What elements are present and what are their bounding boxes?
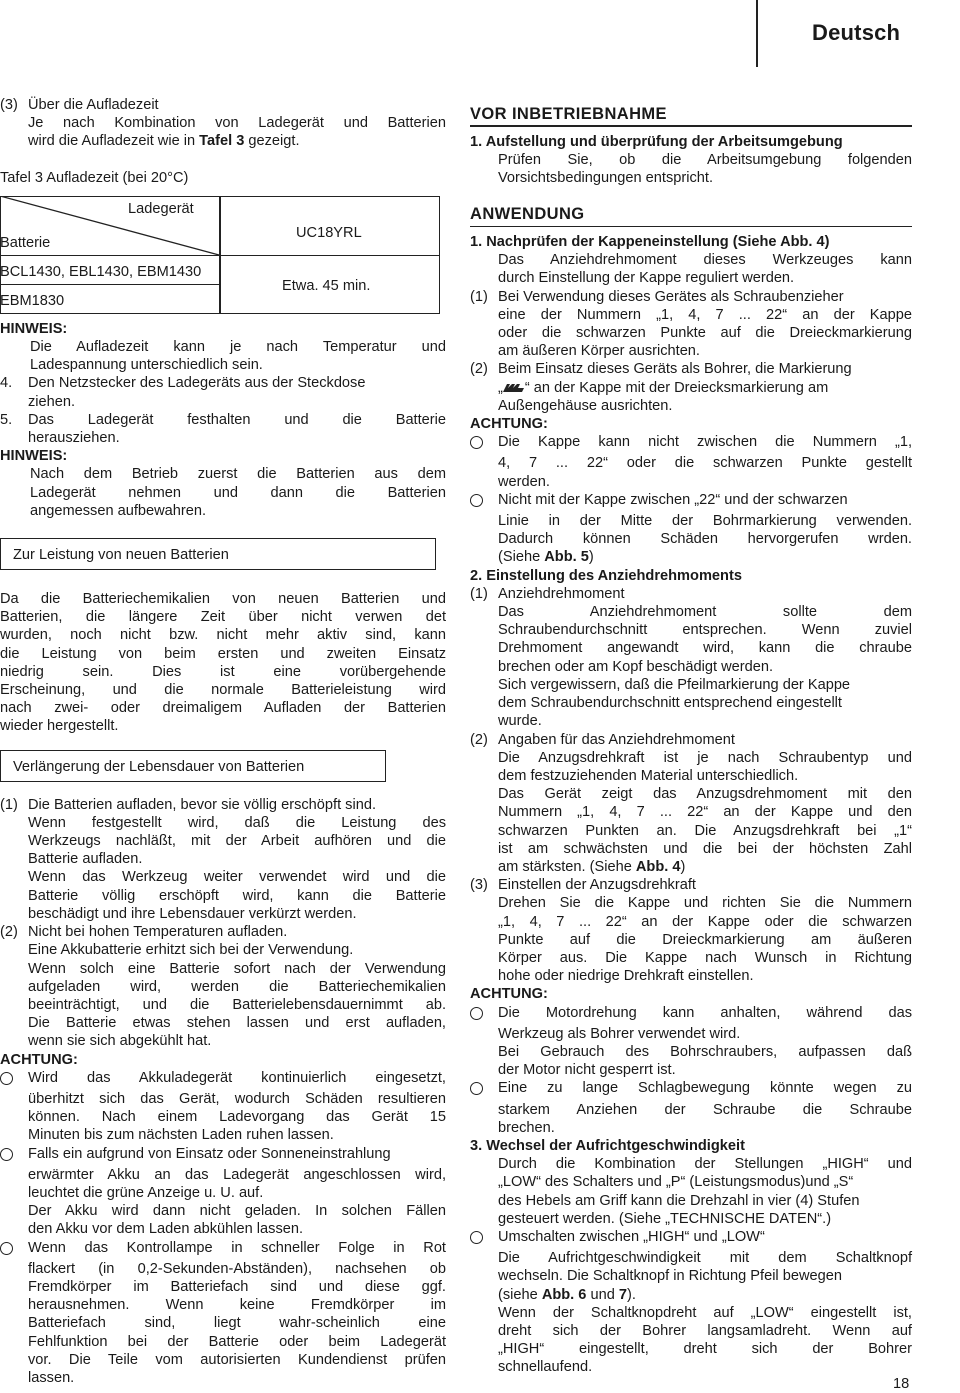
text-line: dem festzuziehenden Material unterschiedlich. (498, 767, 799, 784)
text-line: Die Kappe kann nicht zwischen die Nummern „1, (498, 434, 912, 451)
text-line: überhitzt sich das Gerät, wodurch Schäden resultieren (28, 1090, 446, 1107)
circle-bullet-icon (470, 436, 483, 449)
table-reference: Tafel 3 (199, 133, 245, 150)
text-line: Die Anzugsdrehkraft ist je nach Schraubentyp und (498, 749, 912, 766)
drill-mode-icon (503, 383, 525, 393)
text-line: „LOW“ des Schalters und „P“ (Leistungsmodus)und „S“ (498, 1174, 854, 1191)
text-line: Je nach Kombination von Ladegerät und Batterien (28, 115, 446, 132)
text-line: Das Gerät zeigt das Anzugsdrehmoment mit den (498, 786, 912, 803)
battery-life-item-1 (0, 796, 446, 923)
text-line: Ladegerät nehmen und dann die Batterien (30, 484, 446, 501)
text-line: brechen oder am Kopf beschädigt werden. (498, 658, 774, 675)
text-line: wird die Aufladezeit wie in (28, 133, 200, 150)
caution-label: ACHTUNG: (470, 416, 548, 433)
table-battery-row: BCL1430, EBL1430, EBM1430 (0, 263, 202, 280)
text-line: ). (627, 1286, 636, 1303)
step-4 (0, 374, 446, 410)
text-line: Schraubendurchschnitt entsprechen. Wenn zuviel (498, 622, 912, 639)
item-title: Aufstellung und überprüfung der Arbeitsumgebung (485, 133, 843, 150)
item-number: 4. (0, 375, 13, 392)
charging-time-section (0, 96, 446, 151)
text-line: Wenn das Werkzeug weiter verwendet wird und die (28, 869, 446, 886)
text-line: Wenn solch eine Batterie sofort nach der Verwendung (28, 960, 446, 977)
table-header-charger: Ladegerät (128, 200, 194, 217)
table-divider (0, 255, 440, 257)
table-header-battery: Batterie (0, 234, 51, 251)
page-number: 18 (893, 1376, 910, 1392)
text-line: lassen. (28, 1369, 75, 1386)
text-line: aufgeladen wird, werden die Batteriechemikalien (28, 978, 446, 995)
item-number: (1) (470, 288, 488, 305)
text-line: brechen. (498, 1119, 555, 1136)
application-step-2 (470, 567, 912, 986)
text-line: Drehmoment angewandt wird, kann die chraube (498, 640, 912, 657)
table-caption: Tafel 3 Aufladezeit (bei 20°C) (0, 169, 189, 186)
item-title: Wechsel der Aufrichtgeschwindigkeit (486, 1137, 745, 1154)
text-line: Wenn der Schaltknopdreht auf „LOW“ eingestellt ist, (498, 1304, 912, 1321)
caution-label: ACHTUNG: (470, 986, 548, 1003)
application-step-1 (470, 233, 912, 415)
text-line: ziehen. (28, 393, 76, 410)
item-number: 5. (0, 411, 13, 428)
note-1 (0, 320, 446, 375)
item-number: (2) (470, 731, 488, 748)
text-line: eine der Nummern „1, 4, 7 ... 22“ an der Kappe (498, 306, 912, 323)
text-line: Außengehäuse ausrichten. (498, 397, 673, 414)
text-line: und (586, 1286, 619, 1303)
text-line: ) (680, 858, 686, 875)
text-line: am stärksten. (Siehe (498, 858, 636, 875)
text-line: „HIGH“ eingestellt, dreht sich der Bohrer (498, 1341, 912, 1358)
text-line: Umschalten zwischen „HIGH“ und „LOW“ (498, 1228, 765, 1245)
text-line: vor. Die Teile vom autorisierten Kundendienst prüfen (28, 1351, 446, 1368)
circle-bullet-icon (470, 1231, 483, 1244)
text-line: beschädigt und ihre Lebensdauer verkürzt werden. (28, 905, 357, 922)
text-line: Batterie völlig erschöpft wird, kann die Batterie (28, 887, 446, 904)
item-number: (3) (470, 877, 488, 894)
text-line: Die Aufrichtgeschwindigkeit mit dem Schaltknopf (498, 1250, 912, 1267)
text-line: (Siehe (498, 549, 545, 566)
section-rule (470, 226, 912, 228)
text-line: Batterien, die längere Zeit über nicht verwen det (0, 609, 446, 626)
left-column (0, 96, 446, 1387)
text-line: Da die Batteriechemikalien von neuen Batterien und (0, 591, 446, 608)
text-line: Bei Verwendung dieses Gerätes als Schraubenzieher (498, 288, 844, 305)
table-battery-row: EBM1830 (0, 292, 65, 309)
text-line: Sich vergewissern, daß die Pfeilmarkierung der Kappe (498, 676, 851, 693)
text-line: Die Batterie etwas stehen lassen und erst aufladen, (28, 1015, 446, 1032)
item-title: Angaben für das Anziehdrehmoment (498, 731, 735, 748)
text-line: werden. (498, 473, 550, 490)
step-5 (0, 411, 446, 447)
text-line: gezeigt. (244, 133, 300, 150)
caution-item (0, 1145, 446, 1239)
text-line: wieder hergestellt. (0, 718, 119, 735)
text-line: Die Motordrehung kann anhalten, während das (498, 1004, 912, 1021)
text-line: wenn sie sich abgekühlt hat. (28, 1033, 212, 1050)
text-line: ) (588, 549, 594, 566)
text-line: Fehlfunktion bei der Batterie oder beim Ladegerät (28, 1333, 446, 1350)
caution-item (0, 1239, 446, 1388)
section-rule (470, 125, 912, 127)
text-line: dreht sich der Bohrer langsamladreht. Wenn auf (498, 1323, 912, 1339)
text-line: Das Anziehdrehmoment sollte dem (498, 604, 912, 621)
item-number: 1. (470, 234, 483, 251)
text-line: Wenn das Kontrollampe in schneller Folge in Rot (28, 1239, 446, 1256)
circle-bullet-icon (470, 1007, 483, 1020)
text-line: wurden, noch nicht bzw. nicht mehr aktiv sind, kann (0, 627, 446, 644)
circle-bullet-icon (0, 1242, 13, 1255)
circle-bullet-icon (0, 1072, 13, 1085)
caution-label: ACHTUNG: (0, 1051, 78, 1068)
text-line: leuchtet die grüne Anzeige u. U. auf. (28, 1184, 264, 1201)
text-line: erwärmter Akku an das Ladegerät angeschlossen wird, (28, 1166, 446, 1183)
text-line: Beim Einsatz dieses Geräts als Bohrer, die Markierung (498, 361, 852, 378)
text-line: Linie in der Mitte der Bohrmarkierung verwenden. (498, 513, 912, 530)
text-line: „1, 4, 7 ... 22“ an der Kappe oder die schwarzen (498, 913, 912, 930)
text-line: nach zwei- oder dreimaligem Aufladen der Batterien (0, 700, 446, 717)
item-title: Anziehdrehmoment (498, 585, 625, 602)
language-title: Deutsch (812, 20, 901, 45)
text-line: schnellaufend. (498, 1359, 593, 1376)
caution-left (0, 1051, 446, 1388)
section-heading-pre-operation: VOR INBETRIEBNAHME (470, 105, 667, 123)
note-label: HINWEIS: (0, 320, 68, 337)
item-number: 1. (470, 133, 483, 150)
text-line: Nummern „1, 4, 7 ... 22“ an der Kappe und den (498, 804, 912, 821)
table-divider (0, 284, 220, 286)
caution-right-2 (470, 985, 912, 1137)
text-line: Ladespannung unterschiedlich sein. (30, 357, 263, 374)
text-line: herausnehmen. Wenn keine Fremdkörper im (28, 1297, 446, 1314)
circle-bullet-icon (470, 494, 483, 507)
charging-time-table (0, 196, 440, 314)
item-title: Einstellung des Anziehdrehmoments (486, 567, 742, 584)
item-number: (2) (0, 924, 18, 941)
text-line: der Motor nicht gesperrt ist. (498, 1062, 676, 1079)
text-line: gesteuert werden. (Siehe „TECHNISCHE DATEN“.) (498, 1210, 832, 1227)
caution-right-1 (470, 415, 912, 567)
circle-bullet-icon (470, 1082, 483, 1095)
text-line: beeinträchtigt, und die Batterielebensdauernimmt ab. (28, 996, 446, 1013)
item-number: (3) (0, 97, 18, 113)
text-line: Bei Gebrauch des Bohrschraubers, aufpassen daß (498, 1043, 912, 1060)
figure-reference: 7 (618, 1286, 627, 1303)
item-title: Einstellen der Anzugsdrehkraft (498, 877, 696, 894)
text-line: wechseln. Die Schaltknopf in Richtung Pfeil bewegen (498, 1268, 842, 1285)
text-line: am äußeren Körper ausrichten. (498, 343, 700, 360)
text-line: Batteriefach sind, liegt wahr-scheinlich eine (28, 1315, 446, 1332)
text-line: Minuten bis zum nächsten Laden ruhen lassen. (28, 1127, 334, 1144)
item-number: 2. (470, 567, 483, 584)
text-line: dem Schraubendurchschnitt entsprechend eingestellt (498, 695, 842, 712)
item-number: 3. (470, 1137, 483, 1154)
text-line: Punkte auf die Dreieckmarkierung am äußeren (498, 931, 912, 948)
item-title: ) (824, 234, 830, 251)
item-number: (1) (0, 796, 18, 813)
text-line: Nicht mit der Kappe zwischen „22“ und der schwarzen (498, 491, 848, 508)
text-line: des Hebels am Griff kann die Drehzahl in vier (4) Stufen (498, 1192, 860, 1209)
text-line: Wenn festgestellt wird, daß die Leistung des (28, 814, 446, 831)
application-step-3 (470, 1137, 912, 1377)
circle-bullet-icon (0, 1148, 13, 1161)
text-line: niedrig sein. Dies ist eine vorübergehende (0, 663, 446, 680)
text-line: schwarzen Punkten an. Die Anzugsdrehkraft bei „1“ (498, 822, 912, 839)
text-line: Vorsichtsbedingungen entspricht. (498, 170, 713, 187)
battery-life-item-2 (0, 923, 446, 1050)
text-line: Eine Akkubatterie erhitzt sich bei der Verwendung. (28, 942, 354, 959)
text-line: Prüfen Sie, ob die Arbeitsumgebung folgenden (498, 151, 912, 168)
text-line: Falls ein aufgrund von Einsatz oder Sonneneinstrahlung (28, 1145, 391, 1162)
text-line: ist am schwächsten und die bei der höchsten Zahl (498, 840, 912, 857)
text-line: Nach dem Betrieb zuerst die Batterien aus dem (30, 466, 446, 483)
text-line: Eine zu lange Schlagbewegung könnte wegen zu (498, 1080, 912, 1097)
item-title: Nachprüfen der Kappeneinstellung (Siehe (486, 234, 781, 251)
text-line: hohe oder niedrige Drehkraft einstellen. (498, 968, 754, 985)
section-heading-battery-life: Verlängerung der Lebensdauer von Batterien (0, 750, 386, 782)
text-line: oder die schwarzen Punkte auf die Dreieckmarkierung (498, 325, 912, 342)
figure-reference: Abb. 6 (541, 1286, 587, 1303)
text-line: Körper aus. Die Kappe nach Wunsch in Richtung (498, 949, 912, 966)
text-line: Erscheinung, und die normale Batterieleistung wird (0, 682, 446, 699)
text-line: Fremdkörper im Batteriefach sind und diese ggf. (28, 1278, 446, 1295)
figure-reference: Abb. 4 (780, 234, 825, 251)
text-line: herausziehen. (28, 430, 120, 447)
section-heading-new-batteries: Zur Leistung von neuen Batterien (0, 538, 436, 570)
new-batteries-text (0, 590, 446, 736)
text-line: durch Einstellung der Kappe reguliert werden. (498, 270, 795, 287)
text-line: die Leistung von beim ersten und zweiten Einsatz (0, 645, 446, 662)
item-title: Über die Aufladezeit (28, 97, 159, 113)
text-line: 4, 7 ... 22“ oder die schwarzen Punkte gestellt (498, 455, 912, 472)
text-line: angemessen aufbewahren. (30, 502, 207, 519)
text-line: den Akku vor dem Laden abkühlen lassen. (28, 1221, 304, 1238)
text-line: Werkzeug als Bohrer verwendet wird. (498, 1025, 741, 1042)
text-line: Nicht bei hohen Temperaturen aufladen. (28, 924, 288, 941)
text-line: flackert (in 0,2-Sekunden-Abständen), nachsehen ob (28, 1260, 446, 1277)
text-line: “ an der Kappe mit der Dreiecksmarkierung am (524, 379, 829, 396)
text-line: Durch die Kombination der Stellungen „HIGH“ und (498, 1156, 912, 1173)
text-line: Den Netzstecker des Ladegeräts aus der Steckdose (28, 375, 366, 392)
text-line: Der Akku wird dann nicht geladen. In solchen Fällen (28, 1203, 446, 1220)
table-charging-time: Etwa. 45 min. (282, 277, 371, 294)
table-charger-model: UC18YRL (296, 224, 362, 241)
pre-operation-item (470, 133, 912, 188)
text-line: wurde. (498, 713, 542, 730)
text-line: Wird das Akkuladegerät kontinuierlich eingesetzt, (28, 1069, 446, 1086)
text-line: Die Aufladezeit kann je nach Temperatur und (30, 339, 446, 356)
figure-reference: Abb. 4 (635, 858, 681, 875)
right-column (470, 105, 912, 1377)
header-divider (756, 0, 758, 67)
note-2 (0, 447, 446, 520)
item-number: (2) (470, 361, 488, 378)
note-label: HINWEIS: (0, 448, 68, 465)
text-line: „ (498, 379, 503, 396)
text-line: Dadurch können Schäden hervorgerufen wrden. (498, 531, 912, 548)
text-line: Batterie aufladen. (28, 851, 143, 868)
text-line: Das Ladegerät festhalten und die Batterie (28, 411, 446, 428)
figure-reference: Abb. 5 (544, 549, 589, 566)
text-line: Die Batterien aufladen, bevor sie völlig erschöpft sind. (28, 796, 377, 813)
text-line: können. Nach einem Ladevorgang das Gerät 15 (28, 1109, 446, 1126)
text-line: Werkzeugs nachläßt, mit der Arbeit aufhören und die (28, 833, 446, 850)
item-number: (1) (470, 585, 488, 602)
caution-item (0, 1069, 446, 1145)
text-line: Das Anziehdrehmoment dieses Werkzeuges kann (498, 252, 912, 269)
text-line: (siehe (498, 1286, 542, 1303)
text-line: starkem Anziehen der Schraube die Schraube (498, 1101, 912, 1118)
section-heading-application: ANWENDUNG (470, 205, 585, 224)
text-line: Drehen Sie die Kappe und richten Sie die Nummern (498, 895, 912, 912)
